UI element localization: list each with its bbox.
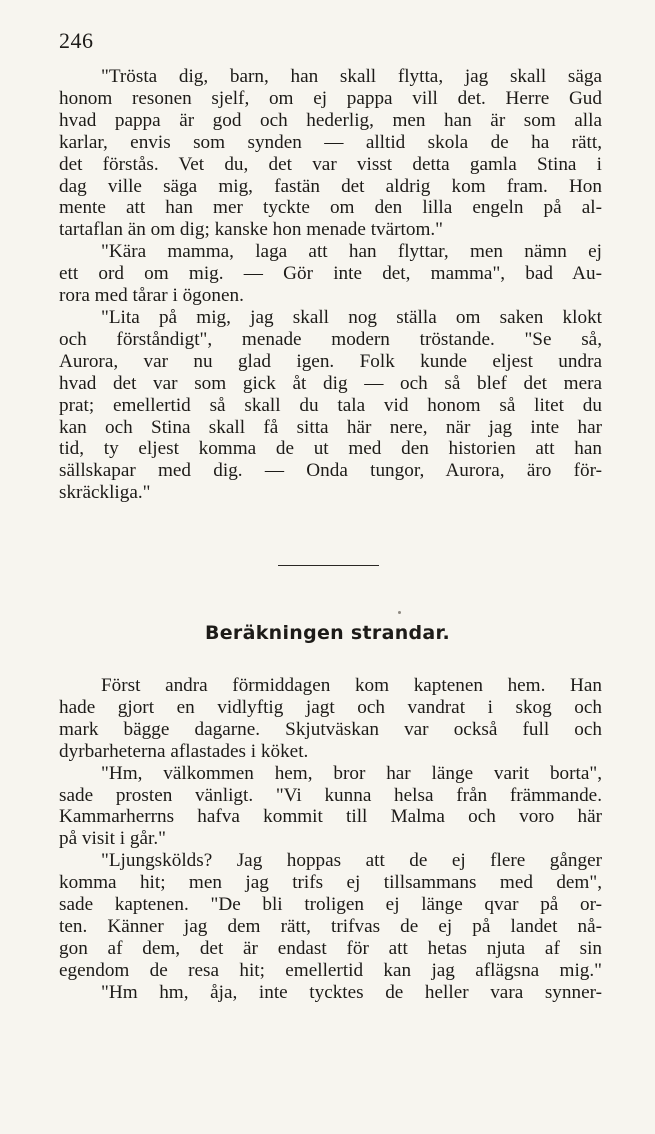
text-line: egendom de resa hit; emellertid kan jag aflägsna mig."	[59, 959, 602, 981]
text-line: ett ord om mig. — Gör inte det, mamma", bad Au-	[59, 263, 602, 285]
text-line: hvad pappa är god och hederlig, men han är som alla	[59, 109, 602, 131]
text-line: "Trösta dig, barn, han skall flytta, jag skall säga	[101, 66, 602, 87]
text-line: prat; emellertid så skall du tala vid honom så litet du	[59, 394, 602, 416]
text-line: och förståndigt", menade modern tröstande. "Se så,	[59, 328, 602, 350]
text-line: kan och Stina skall få sitta här nere, när jag inte har	[59, 416, 602, 438]
text-line: ten. Känner jag dem rätt, trifvas de ej på landet nå-	[59, 915, 602, 937]
text-line: sade prosten vänligt. "Vi kunna helsa från främmande.	[59, 784, 602, 806]
text-line: "Kära mamma, laga att han flyttar, men nämn ej	[101, 241, 602, 263]
text-line: "Hm, välkommen hem, bror har länge varit borta",	[101, 762, 602, 784]
text-line: mente att han mer tyckte om den lilla engeln på al-	[59, 197, 602, 219]
text-line: hvad det var som gick åt dig — och så blef det mera	[59, 372, 602, 394]
section-divider	[278, 565, 379, 566]
text-line: "Hm hm, åja, inte tycktes de heller vara synner-	[101, 981, 602, 1003]
text-line: tid, ty eljest komma de ut med den historien att han	[59, 438, 602, 460]
text-line: Kammarherrns hafva kommit till Malma och voro här	[59, 806, 602, 828]
text-line: rora med tårar i ögonen.	[59, 285, 244, 307]
text-line: honom resonen sjelf, om ej pappa vill det. Herre Gud	[59, 87, 602, 109]
body-text-block	[59, 66, 602, 504]
text-line: karlar, envis som synden — alltid skola de ha rätt,	[59, 131, 602, 153]
chapter-title: Beräkningen strandar.	[204, 622, 451, 644]
text-line: gon af dem, det är endast för att hetas njuta af sin	[59, 937, 602, 959]
text-line: det förstås. Vet du, det var visst detta gamla Stina i	[59, 153, 602, 175]
text-line: på visit i går."	[59, 828, 166, 850]
text-line: Först andra förmiddagen kom kaptenen hem. Han	[101, 675, 602, 696]
text-line: hade gjort en vidlyftig jagt och vandrat i skog och	[59, 696, 602, 718]
text-line: tartaflan än om dig; kanske hon menade tvärtom."	[59, 219, 444, 241]
text-line: Aurora, var nu glad igen. Folk kunde eljest undra	[59, 350, 602, 372]
text-line: skräckliga."	[59, 482, 151, 504]
ornament-dot	[398, 611, 401, 614]
text-line: dyrbarheterna aflastades i köket.	[59, 740, 309, 762]
text-line: komma hit; men jag trifs ej tillsammans med dem",	[59, 872, 602, 894]
body-text-block	[59, 675, 602, 1004]
text-line: sällskapar med dig. — Onda tungor, Aurora, äro för-	[59, 460, 602, 482]
page-number: 246	[59, 28, 94, 53]
text-line: mark bägge dagarne. Skjutväskan var också full och	[59, 718, 602, 740]
text-line: dag ville säga mig, fastän det aldrig kom fram. Hon	[59, 175, 602, 197]
text-line: "Ljungskölds? Jag hoppas att de ej flere gånger	[101, 850, 602, 872]
text-line: "Lita på mig, jag skall nog ställa om saken klokt	[101, 306, 602, 328]
text-line: sade kaptenen. "De bli troligen ej länge qvar på or-	[59, 894, 602, 916]
